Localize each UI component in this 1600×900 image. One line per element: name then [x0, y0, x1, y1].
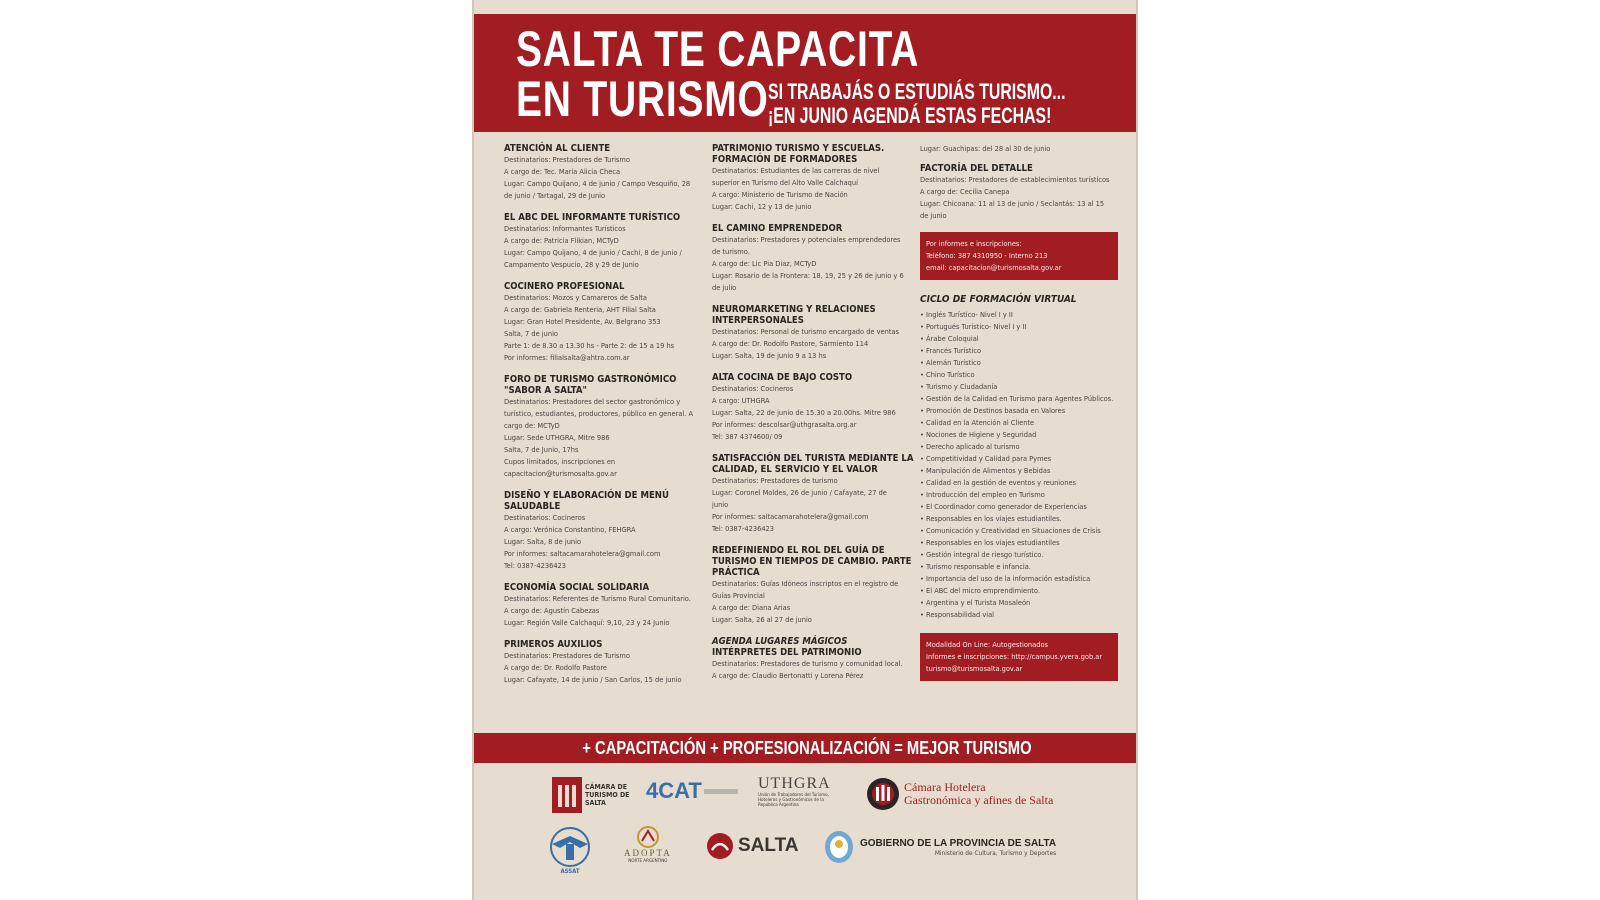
- logo-asat: [542, 826, 598, 876]
- course-line: A cargo de: Claudio Bertonatti y Lorena Pérez: [712, 671, 864, 680]
- course-line: A cargo de: Lic Pia Diaz, MCTyD: [712, 259, 817, 268]
- info-box-contact: [920, 232, 1118, 280]
- guachipas-line: Lugar: Guachipas: del 28 al 30 de junio: [920, 144, 1051, 153]
- course-line: Destinatarios: Mozos y Camareros de Salta: [504, 293, 647, 302]
- virtual-course-item: • Calidad en la Atención al Cliente: [920, 417, 1120, 429]
- course-line: Lugar: Chicoana: 11 al 13 de junio / Seclantás: 13 al 15: [920, 199, 1105, 208]
- course-line: Lugar: Cafayate, 14 de junio / San Carlos, 15 de junio: [504, 675, 682, 684]
- virtual-course-item: • Derecho aplicado al turismo: [920, 441, 1120, 453]
- logo-uthgra: [758, 775, 836, 808]
- course-line: Destinatarios: Prestadores de Turismo: [504, 651, 630, 660]
- course-line: A cargo de: Dr. Rodolfo Pastore, Sarmiento 114: [712, 339, 869, 348]
- course-line: A cargo de: Cecilia Canepa: [920, 187, 1010, 196]
- title-line-1: SALTA TE CAPACITA: [516, 21, 920, 77]
- course-title: COCINERO PROFESIONAL: [504, 281, 625, 292]
- logo-text: Gastronómica y afines de Salta: [904, 793, 1054, 807]
- course-section: [712, 143, 916, 213]
- course-line: A cargo de: Patricia Flikian, MCTyD: [504, 236, 619, 245]
- virtual-course-item: • Gestión integral de riesgo turístico.: [920, 549, 1120, 561]
- virtual-course-item: • Gestión de la Calidad en Turismo para Agentes Públicos.: [920, 393, 1120, 405]
- course-line: Salta, 7 de Junio, 17hs: [504, 445, 579, 454]
- course-line: Por informes: descolsar@uthgrasalta.org.ar: [712, 420, 857, 429]
- virtual-course-item: • Introducción del empleo en Turismo: [920, 489, 1120, 501]
- course-line: Lugar: Salta, 8 de junio: [504, 537, 582, 546]
- camara-turismo-icon: [552, 777, 582, 813]
- logo-text: SALTA: [738, 835, 799, 856]
- virtual-course-item: • Argentina y el Turista Mosaleón: [920, 597, 1120, 609]
- course-title: AGENDA LUGARES MÁGICOS: [712, 636, 848, 647]
- virtual-course-item: • Promoción de Destinos basada en Valores: [920, 405, 1120, 417]
- course-title: FACTORÍA DEL DETALLE: [920, 163, 1033, 174]
- course-line: Por informes: saltacamarahotelera@gmail.com: [712, 512, 869, 521]
- logo-subtext: Ministerio de Cultura, Turismo y Deportes: [934, 848, 1057, 857]
- course-title: EL CAMINO EMPRENDEDOR: [712, 223, 843, 234]
- course-line: de turismo.: [712, 247, 750, 256]
- logo-adopta: [624, 826, 672, 866]
- column-right: [920, 143, 1120, 695]
- virtual-course-item: • Importancia del uso de la información estadística: [920, 573, 1120, 585]
- course-line: A cargo de: Diana Arias: [712, 603, 791, 612]
- course-title: FORO DE TURISMO GASTRONÓMICO "SABOR A SALTA": [504, 374, 677, 396]
- virtual-course-item: • Manipulación de Alimentos y Bebidas: [920, 465, 1120, 477]
- course-line: Lugar: Coronel Moldes, 26 de junio / Cafayate, 27 de: [712, 488, 887, 497]
- course-line: Destinatarios: Personal de turismo encargado de ventas: [712, 327, 900, 336]
- logo-aat: [646, 778, 738, 804]
- info-email: email: capacitacion@turismosalta.gov.ar: [926, 263, 1062, 272]
- course-line: A cargo: UTHGRA: [712, 396, 770, 405]
- logo-salta: [706, 832, 799, 860]
- course-line: A cargo: Ministerio de Turismo de Nación: [712, 190, 848, 199]
- course-line: A cargo de: Dr. Rodolfo Pastore: [504, 663, 608, 672]
- course-line: de junio: [920, 211, 947, 220]
- course-subtitle: INTÉRPRETES DEL PATRIMONIO: [712, 647, 862, 658]
- course-line: superior en Turismo del Alto Valle Calchaquí: [712, 178, 858, 187]
- logo-text: GOBIERNO DE LA PROVINCIA DE SALTA: [860, 837, 1057, 849]
- course-line: Lugar: Región Valle Calchaquí: 9,10, 23 y 24 Junio: [504, 618, 670, 627]
- course-line: Destinatarios: Prestadores y potenciales emprendedores: [712, 235, 901, 244]
- logo-text: ADOPTA: [624, 848, 672, 858]
- course-line: Destinatarios: Prestadores de turismo y comunidad local.: [712, 659, 903, 668]
- course-line: Destinatarios: Prestadores de Turismo: [504, 155, 630, 164]
- course-line: Cupos limitados, inscripciones en: [504, 457, 616, 466]
- virtual-course-item: • Turismo responsable e infancia.: [920, 561, 1120, 573]
- asat-eagle-icon: [542, 826, 598, 868]
- course-section: [712, 636, 916, 682]
- logo-text: 4CAT: [646, 778, 702, 803]
- virtual-course-item: • Inglés Turístico- Nivel I y II: [920, 309, 1120, 321]
- virtual-course-item: • Comunicación y Creatividad en Situaciones de Crisis: [920, 525, 1120, 537]
- virtual-course-item: • Responsables en los viajes estudiantiles.: [920, 513, 1120, 525]
- info-email: turismo@turismosalta.gov.ar: [926, 664, 1023, 673]
- virtual-course-item: • Competitividad y Calidad para Pymes: [920, 453, 1120, 465]
- course-line: Lugar: Salta, 19 de junio 9 a 13 hs: [712, 351, 827, 360]
- course-title: PRIMEROS AUXILIOS: [504, 639, 603, 650]
- subtitle-line-2: ¡EN JUNIO AGENDÁ ESTAS FECHAS!: [768, 103, 1052, 128]
- course-line: Tel: 0387-4236423: [712, 524, 775, 533]
- logo-text: Cámara Hotelera: [904, 780, 986, 794]
- course-line: A cargo: Verónica Constantino, FEHGRA: [504, 525, 636, 534]
- title-line-2: EN TURISMO: [516, 71, 769, 127]
- virtual-course-item: • Nociones de Higiene y Seguridad: [920, 429, 1120, 441]
- course-section: [504, 374, 702, 480]
- logo-subtext: NORTE ARGENTINO: [628, 859, 668, 864]
- course-line: Destinatarios: Estudiantes de las carreras de nivel: [712, 166, 880, 175]
- course-line: Destinatarios: Cocineros: [504, 513, 586, 522]
- virtual-course-list: [920, 309, 1120, 621]
- course-line: Salta, 7 de junio: [504, 329, 559, 338]
- logo-text: CÁMARA DE TURISMO DE SALTA: [585, 783, 630, 807]
- course-title: REDEFINIENDO EL ROL DEL GUÍA DE TURISMO EN TIEMPOS DE CAMBIO. PARTE PRÁCTICA: [712, 545, 912, 578]
- course-title: ATENCIÓN AL CLIENTE: [504, 143, 611, 154]
- course-line: A cargo de: Gabriela Renteria, AHT Filial Salta: [504, 305, 656, 314]
- course-line: Tel: 0387-4236423: [504, 561, 567, 570]
- logo-gobierno-salta: [824, 830, 1056, 864]
- course-line: junio: [712, 500, 729, 509]
- slogan-text: + CAPACITACIÓN + PROFESIONALIZACIÓN = MEJOR TURISMO: [582, 738, 1032, 758]
- course-section: [504, 281, 702, 364]
- course-line: Destinatarios: Informantes Turísticos: [504, 224, 626, 233]
- logo-camara-hotelera: [866, 777, 1053, 811]
- course-line: de junio / Tartagal, 29 de Junio: [504, 191, 606, 200]
- info-box-online: [920, 633, 1118, 681]
- virtual-course-item: • El ABC del micro emprendimiento.: [920, 585, 1120, 597]
- salta-icon: [706, 832, 734, 860]
- course-line: Lugar: Rosario de la Frontera: 18, 19, 25 y 26 de junio y 6: [712, 271, 904, 280]
- course-line: Destinatarios: Referentes de Turismo Rural Comunitario.: [504, 594, 691, 603]
- course-line: de julio: [712, 283, 737, 292]
- course-line: Lugar: Campo Quijano, 4 de junio / Campo Vesquiño, 28: [504, 179, 691, 188]
- course-line: Por informes: filialsalta@ahtra.com.ar: [504, 353, 630, 362]
- course-line: cargo de: MCTyD: [504, 421, 560, 430]
- provincial-shield-icon: [824, 830, 854, 864]
- course-line: Lugar: Salta, 26 al 27 de junio: [712, 615, 812, 624]
- aat-swoosh-icon: [704, 785, 738, 797]
- course-line: Parte 1: de 8.30 a 13.30 hs - Parte 2: de 15 a 19 hs: [504, 341, 675, 350]
- course-line: Lugar: Campo Quijano, 4 de junio / Cachi, 8 de junio /: [504, 248, 682, 257]
- course-line: Por informes: saltacamarahotelera@gmail.com: [504, 549, 661, 558]
- camara-hotelera-icon: [866, 777, 900, 811]
- header-banner: [474, 14, 1138, 132]
- virtual-course-item: • Chino Turístico: [920, 369, 1120, 381]
- course-section: [504, 212, 702, 271]
- virtual-course-item: • Responsables en los viajes estudiantiles: [920, 537, 1120, 549]
- course-line: Lugar: Salta, 22 de junio de 15.30 a 20.00hs. Mitre 986: [712, 408, 896, 417]
- course-line: A cargo de: Tec. María Alicia Checa: [504, 167, 621, 176]
- course-section: [712, 223, 916, 294]
- poster: [472, 0, 1138, 900]
- course-line: A cargo de: Agustín Cabezas: [504, 606, 600, 615]
- course-line: Destinatarios: Prestadores del sector gastronómico y: [504, 397, 681, 406]
- column-middle: [712, 143, 916, 692]
- virtual-course-item: • Francés Turístico: [920, 345, 1120, 357]
- adopta-icon: [630, 826, 666, 848]
- course-line: Lugar: Sede UTHGRA, Mitre 986: [504, 433, 610, 442]
- course-line: Lugar: Gran Hotel Presidente, Av. Belgrano 353: [504, 317, 661, 326]
- course-section: [712, 453, 916, 535]
- virtual-course-item: • Turismo y Ciudadanía: [920, 381, 1120, 393]
- course-section: [504, 143, 702, 202]
- virtual-course-item: • El Coordinador como generador de Experiencias: [920, 501, 1120, 513]
- virtual-course-item: • Portugués Turístico- Nivel I y II: [920, 321, 1120, 333]
- course-section: [504, 639, 702, 686]
- course-section: [504, 490, 702, 572]
- course-line: Lugar: Cachi, 12 y 13 de junio: [712, 202, 812, 211]
- course-title: ALTA COCINA DE BAJO COSTO: [712, 372, 853, 383]
- course-title: PATRIMONIO TURISMO Y ESCUELAS. FORMACIÓN DE FORMADORES: [712, 143, 885, 165]
- course-line: Tel: 387 4374600/ 09: [712, 432, 783, 441]
- course-section: [504, 582, 702, 629]
- course-title: DISEÑO Y ELABORACIÓN DE MENÚ SALUDABLE: [504, 490, 669, 512]
- info-line: Por informes e inscripciones:: [926, 239, 1022, 248]
- info-line: Modalidad On Line: Autogestionados: [926, 640, 1048, 649]
- virtual-course-item: • Árabe Coloquial: [920, 333, 1120, 345]
- course-line: Guías Provincial: [712, 591, 765, 600]
- course-section: [712, 304, 916, 362]
- course-section: [712, 372, 916, 443]
- virtual-course-item: • Calidad en la gestión de eventos y reuniones: [920, 477, 1120, 489]
- course-title: SATISFACCIÓN DEL TURISTA MEDIANTE LA CALIDAD, EL SERVICIO Y EL VALOR: [712, 453, 914, 475]
- course-line: Destinatarios: Cocineros: [712, 384, 794, 393]
- slogan-banner: [474, 733, 1138, 763]
- virtual-cycle-title: CICLO DE FORMACIÓN VIRTUAL: [920, 294, 1077, 305]
- course-title: EL ABC DEL INFORMANTE TURÍSTICO: [504, 212, 681, 223]
- logo-text: UTHGRA: [758, 775, 831, 792]
- course-line: Destinatarios: Guías Idóneos inscriptos en el registro de: [712, 579, 899, 588]
- logo-text: ASSAT: [560, 868, 580, 875]
- column-left: [504, 143, 702, 696]
- course-factoria: [920, 163, 1120, 222]
- course-title: NEUROMARKETING Y RELACIONES INTERPERSONALES: [712, 304, 876, 326]
- course-line: Destinatarios: Prestadores de establecimientos turísticos: [920, 175, 1110, 184]
- course-title: ECONOMÍA SOCIAL SOLIDARIA: [504, 582, 650, 593]
- virtual-course-item: • Responsabilidad vial: [920, 609, 1120, 621]
- course-line: Campamento Vespucio, 28 y 29 de Junio: [504, 260, 639, 269]
- info-line: Informes e inscripciones: http://campus.yvera.gob.ar: [926, 652, 1103, 661]
- course-line: capacitacion@turismosalta.gov.ar: [504, 469, 617, 478]
- logo-camara-turismo: [552, 777, 631, 813]
- course-line: Destinatarios: Prestadores de turismo: [712, 476, 838, 485]
- course-line: turístico, estudiantes, productores, público en general. A: [504, 409, 694, 418]
- info-phone: Teléfono: 387 4310950 - Interno 213: [926, 251, 1048, 260]
- subtitle-line-1: SI TRABAJÁS O ESTUDIÁS TURISMO...: [768, 79, 1066, 104]
- logo-subtext: Unión de Trabajadores del Turismo, Hoteleros y Gastronómicos de la República Argentina: [758, 793, 829, 808]
- virtual-course-item: • Alemán Turístico: [920, 357, 1120, 369]
- course-section: [712, 545, 916, 626]
